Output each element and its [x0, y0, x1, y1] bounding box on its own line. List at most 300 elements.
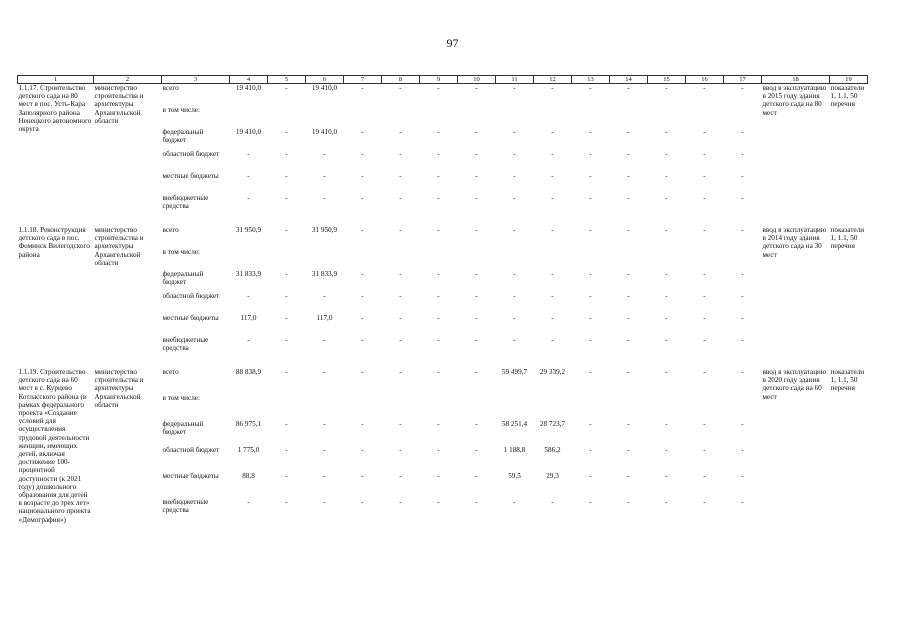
funding-value: - [741, 150, 744, 158]
column-number-header: 5 [268, 76, 306, 84]
funding-value [382, 106, 420, 128]
funding-value: 58 251,4 [501, 419, 528, 428]
funding-value: - [627, 419, 630, 428]
funding-value: - [703, 471, 706, 480]
funding-value: - [475, 128, 478, 136]
funding-value: - [589, 84, 592, 92]
funding-source: внебюджетные средства [162, 336, 209, 353]
funding-value: 28 723,7 [539, 419, 566, 428]
funding-value: - [437, 314, 440, 322]
funding-value: - [741, 128, 744, 136]
column-number-row [18, 76, 868, 84]
funding-value: - [627, 368, 630, 376]
funding-value: - [475, 368, 478, 376]
funding-value: - [285, 172, 288, 180]
funding-value: 86 975,1 [235, 419, 262, 428]
funding-value: 19 410,0 [311, 128, 338, 136]
funding-value: - [741, 270, 744, 278]
funding-source: областной бюджет [162, 292, 220, 300]
funding-value: - [247, 336, 250, 344]
funding-value: - [399, 471, 402, 480]
funding-value: - [627, 226, 630, 234]
funding-value: 88,8 [242, 471, 255, 480]
funding-value [610, 106, 648, 128]
funding-value: - [323, 292, 326, 300]
funding-value: - [399, 226, 402, 234]
funding-value: - [247, 292, 250, 300]
funding-value [648, 394, 686, 420]
funding-value: - [741, 419, 744, 428]
funding-value: - [475, 226, 478, 234]
funding-value: - [703, 336, 706, 344]
funding-value: - [589, 336, 592, 344]
funding-value: - [399, 150, 402, 158]
funding-value [306, 248, 344, 270]
spacer-cell [18, 216, 868, 226]
funding-value: - [627, 336, 630, 344]
funding-value: 59,5 [508, 471, 521, 480]
funding-value: - [551, 226, 554, 234]
funding-value: - [665, 368, 668, 376]
funding-value: - [665, 497, 668, 506]
table-body [18, 84, 868, 524]
funding-value [610, 248, 648, 270]
funding-value [420, 394, 458, 420]
funding-value: - [247, 194, 250, 202]
funding-value: - [627, 292, 630, 300]
funding-value: - [323, 336, 326, 344]
page-number: 97 [446, 36, 459, 50]
column-number-header: 4 [230, 76, 268, 84]
table-row [18, 226, 868, 248]
funding-value [458, 106, 496, 128]
funding-value: - [551, 128, 554, 136]
column-number-header: 18 [762, 76, 830, 84]
column-number-header: 11 [496, 76, 534, 84]
funding-value: - [627, 128, 630, 136]
funding-value: - [437, 270, 440, 278]
funding-source: всего [162, 226, 179, 234]
funding-value: - [361, 419, 364, 428]
funding-value: - [285, 150, 288, 158]
funding-value [572, 394, 610, 420]
funding-value: - [741, 368, 744, 376]
funding-value: - [437, 292, 440, 300]
funding-value: 1 188,8 [503, 445, 526, 454]
funding-value [344, 394, 382, 420]
column-number-header: 8 [382, 76, 420, 84]
funding-value: 19 410,0 [235, 128, 262, 136]
funding-source: внебюджетные средства [162, 194, 209, 211]
funding-value [420, 106, 458, 128]
funding-value [572, 248, 610, 270]
funding-value: - [323, 150, 326, 158]
funding-value: - [703, 128, 706, 136]
funding-value: - [475, 445, 478, 454]
funding-value: - [323, 368, 326, 376]
funding-value: - [513, 292, 516, 300]
funding-value: - [551, 314, 554, 322]
funding-value: - [665, 292, 668, 300]
funding-value [648, 106, 686, 128]
funding-value: - [361, 226, 364, 234]
funding-value: - [247, 150, 250, 158]
funding-value: - [589, 172, 592, 180]
funding-source: всего [162, 84, 179, 92]
funding-value: - [703, 270, 706, 278]
funding-value: 1 775,0 [237, 445, 260, 454]
funding-value: - [361, 194, 364, 202]
funding-value [344, 248, 382, 270]
funding-value: - [475, 497, 478, 506]
funding-value: - [475, 336, 478, 344]
funding-value: - [399, 497, 402, 506]
budget-table [17, 75, 868, 524]
funding-value [496, 248, 534, 270]
funding-value: - [399, 314, 402, 322]
funding-value: - [703, 150, 706, 158]
funding-value [420, 248, 458, 270]
funding-value: - [437, 226, 440, 234]
column-number-header: 2 [94, 76, 162, 84]
funding-value [648, 248, 686, 270]
funding-value: - [475, 150, 478, 158]
funding-source: областной бюджет [162, 150, 220, 158]
funding-value: - [323, 419, 326, 428]
funding-value: - [665, 172, 668, 180]
funding-value: 29 339,2 [539, 368, 566, 376]
funding-value: - [475, 419, 478, 428]
funding-value: - [285, 419, 288, 428]
funding-value: 586,2 [544, 445, 561, 454]
funding-value: 117,0 [240, 314, 257, 322]
funding-value: 31 833,9 [235, 270, 262, 278]
funding-value [344, 106, 382, 128]
funding-value: - [703, 84, 706, 92]
funding-value: - [627, 172, 630, 180]
responsible-executor: министерство строительства и архитектуры Архангельской области [94, 368, 144, 409]
funding-value: - [361, 270, 364, 278]
funding-value: - [513, 270, 516, 278]
funding-value: - [665, 445, 668, 454]
funding-value [610, 394, 648, 420]
funding-value: - [551, 194, 554, 202]
funding-value: - [741, 471, 744, 480]
funding-value: - [285, 368, 288, 376]
column-number-header: 12 [534, 76, 572, 84]
funding-value: - [627, 194, 630, 202]
funding-source: внебюджетные средства [162, 497, 209, 515]
funding-value: - [361, 84, 364, 92]
funding-value: - [551, 336, 554, 344]
funding-value [268, 106, 306, 128]
funding-value: - [627, 497, 630, 506]
funding-value [382, 248, 420, 270]
funding-value: - [513, 150, 516, 158]
funding-value: - [475, 471, 478, 480]
funding-value: - [703, 497, 706, 506]
funding-value: - [285, 194, 288, 202]
funding-value: - [513, 226, 516, 234]
funding-value: - [665, 314, 668, 322]
funding-value: - [741, 226, 744, 234]
funding-value: - [399, 336, 402, 344]
funding-source: в том числе: [162, 248, 200, 256]
funding-value: - [437, 445, 440, 454]
funding-value: - [323, 172, 326, 180]
funding-value: - [285, 497, 288, 506]
funding-source: федеральный бюджет [162, 419, 204, 437]
funding-value: - [665, 270, 668, 278]
funding-value: - [399, 419, 402, 428]
funding-value: - [361, 292, 364, 300]
funding-value: - [513, 497, 516, 506]
indicator-reference: показатели 1, 1.1, 50 перечня [830, 226, 865, 251]
expected-result: ввод в эксплуатацию в 2014 году здания детского сада на 30 мест [762, 226, 827, 259]
spacer-cell [18, 358, 868, 368]
funding-value: - [589, 150, 592, 158]
funding-value [230, 248, 268, 270]
funding-value [686, 106, 724, 128]
funding-value: - [437, 471, 440, 480]
funding-value: - [361, 150, 364, 158]
funding-value: - [513, 128, 516, 136]
funding-value: - [665, 84, 668, 92]
funding-value: - [703, 368, 706, 376]
funding-value: - [741, 172, 744, 180]
funding-source: местные бюджеты [162, 471, 219, 480]
funding-value [534, 394, 572, 420]
funding-value: - [285, 445, 288, 454]
funding-value [458, 394, 496, 420]
funding-value: - [361, 471, 364, 480]
funding-value [306, 106, 344, 128]
funding-value [534, 106, 572, 128]
funding-value [724, 394, 762, 420]
column-number-header: 10 [458, 76, 496, 84]
funding-value: - [703, 172, 706, 180]
column-number-header: 16 [686, 76, 724, 84]
funding-source: федеральный бюджет [162, 128, 204, 145]
funding-value: - [285, 128, 288, 136]
funding-value: - [437, 368, 440, 376]
funding-value: - [361, 314, 364, 322]
funding-value: - [665, 226, 668, 234]
funding-value: 88 838,9 [235, 368, 262, 376]
block-spacer [18, 358, 868, 368]
column-number-header: 13 [572, 76, 610, 84]
funding-value [496, 106, 534, 128]
funding-value: - [589, 445, 592, 454]
funding-value: - [627, 84, 630, 92]
funding-value: - [399, 84, 402, 92]
funding-value [268, 248, 306, 270]
funding-value: - [361, 128, 364, 136]
funding-value: - [285, 226, 288, 234]
funding-value: - [551, 172, 554, 180]
column-number-header: 9 [420, 76, 458, 84]
column-number-header: 14 [610, 76, 648, 84]
funding-value [306, 394, 344, 420]
funding-value: - [589, 419, 592, 428]
funding-value: 59 499,7 [501, 368, 528, 376]
funding-value: - [437, 172, 440, 180]
funding-value: - [475, 172, 478, 180]
funding-value: - [475, 314, 478, 322]
column-number-header: 3 [162, 76, 230, 84]
funding-value [686, 394, 724, 420]
funding-value: - [323, 497, 326, 506]
funding-value: - [665, 419, 668, 428]
funding-value: 31 950,9 [311, 226, 338, 234]
funding-value: - [437, 84, 440, 92]
funding-source: местные бюджеты [162, 314, 219, 322]
funding-value: - [589, 270, 592, 278]
funding-value: - [361, 336, 364, 344]
funding-value: - [285, 270, 288, 278]
funding-value: - [437, 336, 440, 344]
column-number-header: 1 [18, 76, 94, 84]
funding-value: - [513, 314, 516, 322]
funding-value: - [551, 497, 554, 506]
column-number-header: 6 [306, 76, 344, 84]
funding-value: - [437, 497, 440, 506]
funding-value: - [247, 497, 250, 506]
funding-value [724, 248, 762, 270]
funding-value: 19 410,0 [235, 84, 262, 92]
funding-value: - [361, 368, 364, 376]
funding-value: - [703, 194, 706, 202]
funding-value: - [589, 497, 592, 506]
table-row [18, 368, 868, 394]
funding-value: - [741, 445, 744, 454]
expected-result: ввод в эксплуатацию в 2020 году здания детского сада на 60 мест [762, 368, 827, 401]
funding-value: - [323, 194, 326, 202]
funding-value: - [589, 471, 592, 480]
funding-value: - [475, 292, 478, 300]
funding-source: федеральный бюджет [162, 270, 204, 287]
funding-value: - [361, 497, 364, 506]
funding-source: в том числе: [162, 106, 200, 114]
funding-value: - [627, 314, 630, 322]
funding-value: - [437, 150, 440, 158]
funding-value: - [399, 270, 402, 278]
funding-value: - [703, 314, 706, 322]
funding-value: - [513, 84, 516, 92]
funding-value [458, 248, 496, 270]
funding-value [230, 106, 268, 128]
funding-value: - [741, 314, 744, 322]
funding-value: - [323, 445, 326, 454]
funding-value: - [665, 336, 668, 344]
block-spacer [18, 216, 868, 226]
funding-value: - [665, 128, 668, 136]
funding-value: - [399, 292, 402, 300]
funding-value: - [703, 419, 706, 428]
funding-value: - [589, 194, 592, 202]
column-number-header: 19 [830, 76, 868, 84]
funding-source: местные бюджеты [162, 172, 219, 180]
responsible-executor: министерство строительства и архитектуры Архангельской области [94, 84, 144, 125]
funding-value: - [589, 226, 592, 234]
funding-value: - [627, 471, 630, 480]
funding-value: - [285, 314, 288, 322]
funding-value: - [361, 445, 364, 454]
funding-value: 29,3 [546, 471, 559, 480]
funding-value: - [399, 194, 402, 202]
funding-value [268, 394, 306, 420]
funding-value: - [513, 194, 516, 202]
funding-value: - [475, 84, 478, 92]
funding-value [572, 106, 610, 128]
funding-value: - [361, 172, 364, 180]
funding-value [724, 106, 762, 128]
funding-value: - [399, 445, 402, 454]
funding-source: областной бюджет [162, 445, 220, 454]
funding-value: - [513, 172, 516, 180]
measure-description: 1.1.19. Строительство детского сада на 60 мест в с. Курцево Котласского района (в рамках федерального проекта «Создание условий для осуществления трудовой деятельности женщин, имеющих детей, включая достижение 100-процентной доступности (к 2021 году) дошкольного образования для детей в возрасте до трех лет» национального проекта «Демография») [18, 368, 91, 524]
funding-value: - [437, 194, 440, 202]
funding-value: - [551, 150, 554, 158]
funding-value: - [741, 497, 744, 506]
funding-value: - [703, 226, 706, 234]
column-number-header: 15 [648, 76, 686, 84]
responsible-executor: министерство строительства и архитектуры Архангельской области [94, 226, 144, 267]
funding-value: - [589, 292, 592, 300]
indicator-reference: показатели 1, 1.1, 50 перечня [830, 84, 865, 109]
funding-value: - [437, 419, 440, 428]
funding-value: 19 410,0 [311, 84, 338, 92]
funding-value: - [551, 270, 554, 278]
funding-value: - [589, 368, 592, 376]
funding-value: - [399, 368, 402, 376]
funding-value: - [285, 84, 288, 92]
funding-source: всего [162, 368, 179, 376]
funding-value [230, 394, 268, 420]
funding-value: - [589, 314, 592, 322]
indicator-reference: показатели 1, 1.1, 50 перечня [830, 368, 865, 393]
funding-value: - [665, 150, 668, 158]
funding-value: - [627, 445, 630, 454]
funding-value: - [285, 292, 288, 300]
funding-value: - [627, 150, 630, 158]
funding-value: - [665, 194, 668, 202]
funding-value: - [589, 128, 592, 136]
funding-value: - [285, 336, 288, 344]
funding-value: - [247, 172, 250, 180]
funding-value: 31 950,9 [235, 226, 262, 234]
funding-value: - [627, 270, 630, 278]
funding-value: - [551, 84, 554, 92]
column-number-header: 17 [724, 76, 762, 84]
funding-value: - [741, 292, 744, 300]
funding-value: - [513, 336, 516, 344]
funding-value [496, 394, 534, 420]
measure-description: 1.1.18. Реконструкция детского сада в пос. Фоминск Вилегодского района [18, 226, 90, 259]
funding-value: - [323, 471, 326, 480]
funding-value: - [285, 471, 288, 480]
funding-value: 31 833,9 [311, 270, 338, 278]
funding-value: - [703, 292, 706, 300]
funding-value: - [475, 194, 478, 202]
funding-value [534, 248, 572, 270]
funding-value: - [703, 445, 706, 454]
funding-value: - [475, 270, 478, 278]
funding-value: - [437, 128, 440, 136]
funding-value: - [665, 471, 668, 480]
funding-value: - [741, 336, 744, 344]
funding-value: - [399, 172, 402, 180]
